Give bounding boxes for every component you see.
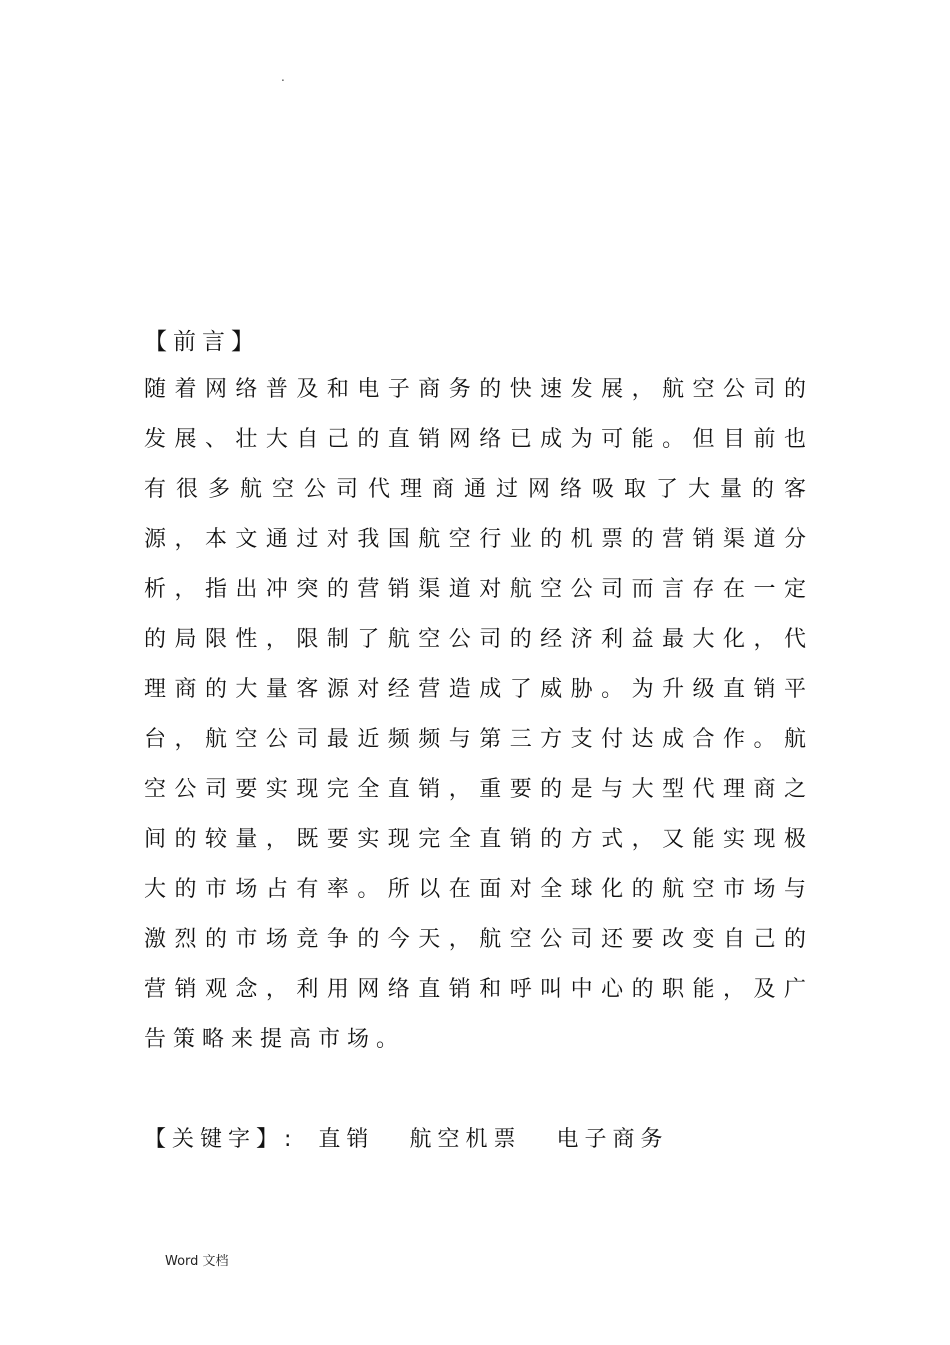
body-line: 随着网络普及和电子商务的快速发展，航空公司的	[144, 377, 806, 402]
body-line: 析，指出冲突的营销渠道对航空公司而言存在一定	[144, 577, 806, 602]
keyword-item: 直销	[318, 1127, 375, 1152]
keyword-item: 电子商务	[556, 1127, 669, 1152]
body-line: 间的较量，既要实现完全直销的方式，又能实现极	[144, 827, 806, 852]
keywords-section	[144, 1122, 690, 1158]
page-footer: Word 文档	[165, 1254, 229, 1269]
body-line: 源，本文通过对我国航空行业的机票的营销渠道分	[144, 527, 806, 552]
keyword-item: 航空机票	[409, 1127, 522, 1152]
body-line: 的局限性，限制了航空公司的经济利益最大化，代	[144, 627, 806, 652]
body-line: 发展、壮大自己的直销网络已成为可能。但目前也	[144, 427, 806, 452]
body-line: 有很多航空公司代理商通过网络吸取了大量的客	[144, 477, 806, 502]
body-line: 告策略来提高市场。	[144, 1027, 406, 1052]
body-line: 空公司要实现完全直销，重要的是与大型代理商之	[144, 777, 806, 802]
body-line: 大的市场占有率。所以在面对全球化的航空市场与	[144, 877, 806, 902]
keywords-label: 【关键字】:	[144, 1127, 298, 1152]
body-line: 营销观念，利用网络直销和呼叫中心的职能，及广	[144, 977, 806, 1002]
body-line: 理商的大量客源对经营造成了威胁。为升级直销平	[144, 677, 806, 702]
body-line: 激烈的市场竞争的今天，航空公司还要改变自己的	[144, 927, 806, 952]
preface-body	[144, 372, 806, 1072]
body-line: 台，航空公司最近频频与第三方支付达成合作。航	[144, 727, 806, 752]
header-mark: .	[281, 70, 285, 84]
preface-heading: 【前言】	[144, 329, 260, 355]
